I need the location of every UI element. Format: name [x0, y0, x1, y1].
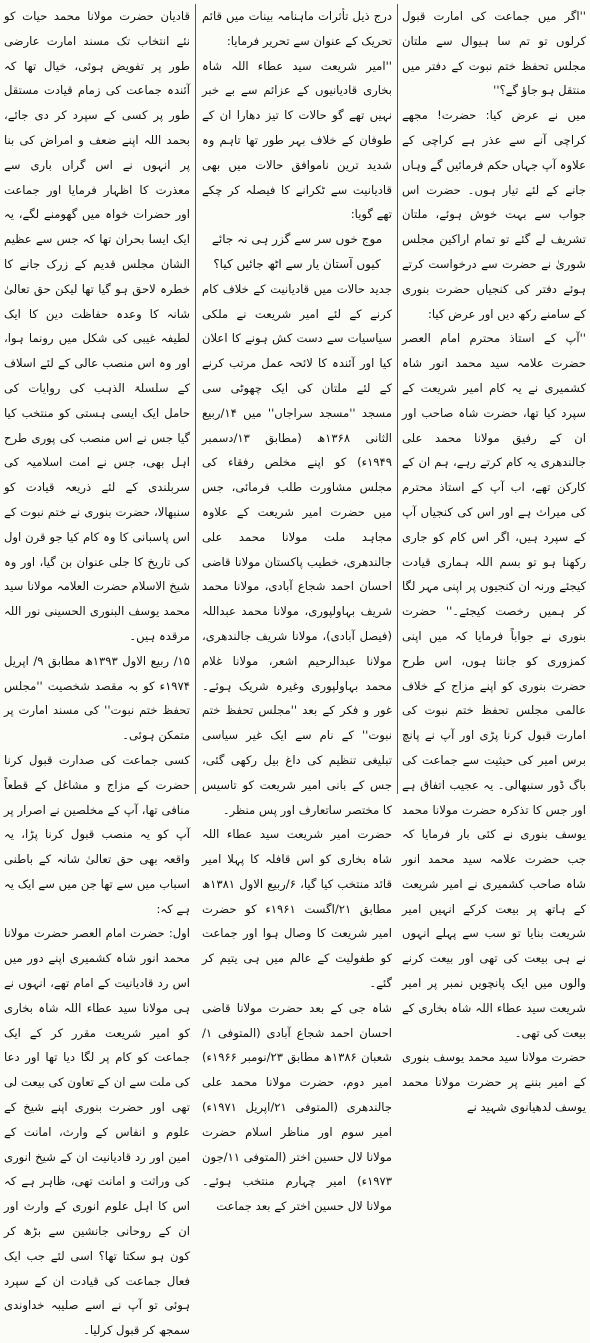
body-paragraph: کسی جماعت کی صدارت قبول کرنا حضرت کے مزاج و مشاغل کے قطعاً منافی تھا، آپ کے مخلصین نے اصرار پر آپ کو یہ منصب قبول کرنا پڑا، یہ واقعہ بھی حق تعالیٰ شانہ کے باطنی اسباب میں سے تھا جن میں سے ایک یہ ہے کہ:	[4, 752, 190, 916]
body-paragraph: جدید حالات میں قادیانیت کے خلاف کام کرنے کے لئے امیر شریعت نے ملکی سیاسیات سے دست کش ہونے کا اعلان کیا اور آئندہ کا لائحہ عمل مرتب کرنے کے لئے ملتان کی ایک چھوٹی سی مسجد ''مسجد سراجاں'' میں ۱۴/ربیع الثانی ۱۳۶۸ھ (مطابق ۱۳/دسمبر ۱۹۴۹ء) کو اپنے مخلص رفقاء کی مجلس مشاورت طلب فرمائی، جس میں حضرت امیر شریعت کے علاوہ مجاہد ملت مولانا محمد علی جالندھری، خطیب پاکستان مولانا قاضی احسان احمد شجاع آبادی، مولانا محمد شریف بہاولپوری، مولانا محمد عبداللہ (فیصل آبادی)، مولانا شریف جالندھری، مولانا عبدالرحیم اشعر، مولانا غلام محمد بہاولپوری وغیرہ شریک ہوئے۔ غور و فکر کے بعد ''مجلس تحفظ ختم نبوت'' کے نام سے ایک غیر سیاسی تبلیغی تنظیم کی داغ بیل رکھی گئی، جس کے بانی امیر شریعت کو تاسیس کا مختصر ساتعارف اور پس منظر۔	[202, 281, 392, 817]
body-paragraph: اول: حضرت امام العصر حضرت مولانا محمد انور شاہ کشمیری اپنے دور میں اس رد قادیانیت کے امام تھے، انہوں نے ہی مولانا سید عطاء اللہ شاہ بخاری کو امیر شریعت مقرر کر کے ایک جماعت کو کام پر لگا دیا تھا اور دعا کی ملت سے ان کے تعاون کی بیعت لی تھی اور حضرت بنوری اپنے شیخ کے علوم و انفاس کے وارث، امانت کے امین اور رد قادیانیت ان کے شیخ انوری کی وراثت و امانت تھی، ظاہر ہے کہ اس کا اہل علوم انوری کے وارث اور ان کے روحانی جانشین سے بڑھ کر کون ہو سکتا تھا؟ اسی لئے جب ایک فعال جماعت کی قیادت ان کے سپرد ہوئی تو آپ نے اسے صلیبہ خداوندی سمجھ کر قبول کرلیا۔	[4, 926, 190, 1338]
body-paragraph: قادیان حضرت مولانا محمد حیات کو نئے انتخاب تک مسند امارت عارضی طور پر تفویض ہوئی، خیال تھا کہ آئندہ جماعت کی زمام قیادت مستقل طور پر کسی کے سپرد کر دی جائے، بحمد اللہ اپنے ضعف و امراض کی بنا پر انہوں نے اس گراں باری سے معذرت کا اظہار فرمایا اور جماعت اور حضرات خواہ میں گھومنے لگے، یہ ایک ایسا بحران تھا کہ جس سے عظیم الشان مجلس قدیم کے زرک جانے کا خطرہ لاحق ہو گیا تھا لیکن حق تعالیٰ شانہ کا وعدہ حفاظت دین کا ایک لطیفہ غیبی کی شکل میں رونما ہوا، اور وہ اس منصب عالی کے لئے اسلاف کے سلسلۃ الذہب کی روایات کی حامل ایک ایسی ہستی کو منتخب کیا گیا جس نے اس منصب کی پوری طرح اہل بھی، جس نے امت اسلامیہ کی سربلندی کے لئے ذریعہ قیادت کو سنبھالا، حضرت بنوری نے ختم نبوت کے اس پاسبانی کا وہ کام کیا جو قرن اول کی تاریخ کا جلی عنوان بن گیا، اور وہ شیخ الاسلام حضرت العلامہ مولانا سید محمد یوسف البنوری الحسینی نور اللہ مرقدہ ہیں۔	[4, 9, 190, 643]
article-column-middle	[202, 4, 392, 1214]
column-divider	[397, 4, 398, 794]
body-paragraph: حضرت امیر شریعت سید عطاء اللہ شاہ بخاری کو اس قافلہ کا پہلا امیر قائد منتخب کیا گیا، ۶/ربیع الاول ۱۳۸۱ھ مطابق ۲۱/اگست ۱۹۶۱ء کو حضرت امیر شریعت کا وصال ہوا اور جماعت کو طفولیت کے عالم میں ہی یتیم کر گئے۔	[202, 827, 392, 991]
quote-paragraph: ''امیر شریعت سید عطاء اللہ شاہ بخاری قادیانیوں کے عزائم سے بے خبر نہیں تھے گو حالات کا تیز دھارا ان کے طوفان کے خلاف بہر طور تھا تاہم وہ شدید ترین ناموافق حالات میں بھی قادیانیت سے ٹکرانے کا فیصلہ کر چکے تھے گویا:	[202, 58, 392, 222]
body-paragraph: حضرت مولانا سید محمد یوسف بنوری کے امیر بننے پر حضرت مولانا محمد یوسف لدھیانوی شہید نے	[402, 1050, 586, 1115]
body-paragraph: میں نے عرض کیا: حضرت! مجھے کراچی آنے سے عذر ہے کراچی کے علاوہ آپ جہاں حکم فرمائیں گے وہاں جانے کے لئے تیار ہوں۔ حضرت اس جواب سے بہت خوش ہوئے، ملتان تشریف لے گئے تو تمام اراکین مجلس شوریٰ نے حضرت سے درخواست کرتے ہوئے دفتر کی کنجیاں حضرت بنوری کے سامنے رکھ دیں اور عرض کیا:	[402, 108, 586, 321]
article-column-left	[4, 4, 190, 1338]
body-paragraph: شاہ جی کے بعد حضرت مولانا قاضی احسان احمد شجاع آبادی (المتوفی ۱/شعبان ۱۳۸۶ھ مطابق ۲۳/نومبر ۱۹۶۶ء) امیر دوم، حضرت مولانا محمد علی جالندھری (المتوفی ۲۱/اپریل ۱۹۷۱ء) امیر سوم اور مناظر اسلام حضرت مولانا لال حسین اختر (المتوفی ۱۱/جون ۱۹۷۳ء) امیر چہارم منتخب ہوئے۔ مولانا لال حسین اختر کے بعد جماعت	[202, 1000, 392, 1214]
quote-paragraph: ''آپ کے استاذ محترم امام العصر حضرت علامہ سید محمد انور شاہ کشمیری نے یہ کام امیر شریعت کے سپرد کیا تھا، حضرت شاہ صاحب اور ان کے رفیق مولانا محمد علی جالندھری یہ کام کرتے رہے، ہم ان کے کارکن تھے، اب آپ کے استاذ محترم کی میراث ہے اور اس کی کنجیاں آپ کے سپرد ہیں، اگر اس کام کو جاری رکھنا ہو تو بسم اللہ ہماری قیادت کیجئے ورنہ ان کنجیوں پر اپنی مہر لگا کر ہمیں رخصت کیجئے۔'' حضرت بنوری نے جواباً فرمایا کہ میں اپنی کمزوری کو جانتا ہوں، اس طرح حضرت بنوری کو اپنے مزاج کے خلاف عالمی مجلس تحفظ ختم نبوت کی امارت قبول کرنا پڑی اور آپ نے پانچ برس امیر کی حیثیت سے جماعت کی باگ ڈور سنبھالی۔ یہ عجیب اتفاق ہے اور جس کا تذکرہ حضرت مولانا محمد یوسف بنوری نے کئی بار فرمایا کہ جب حضرت علامہ سید محمد انور شاہ صاحب کشمیری نے امیر شریعت کے ہاتھ پر بیعت کرکے انہیں امیر شریعت بنایا تو سب سے پہلے انہوں نے ہی بیعت کی تھی اور بیعت کرنے والوں میں ایک پانچویں نمبر پر امیر شریعت سید عطاء اللہ شاہ بخاری کے بیعت کی تھی۔	[402, 331, 586, 1040]
body-paragraph: ۱۵/ ربیع الاول ۱۳۹۳ھ مطابق ۹/ اپریل ۱۹۷۴ء کو بہ مقصد شخصیت ''مجلس تحفظ ختم نبوت'' کی مسند امارت پر متمکن ہوئی۔	[4, 653, 190, 743]
quote-paragraph: ''اگر میں جماعت کی امارت قبول کرلوں تو تم سا ہیوال سے ملتان مجلس تحفظ ختم نبوت کے دفتر میں منتقل ہو جاؤ گے؟''	[402, 9, 586, 98]
body-paragraph: درج ذیل تأثرات ماہنامہ بینات میں قائم تحریک کے عنوان سے تحریر فرمایا:	[202, 9, 392, 48]
article-column-right	[402, 4, 586, 1115]
verse-couplet: موج خوں سر سے گزر ہی نہ جائے کیوں آستان یار سے اٹھ جائیں کیا؟	[211, 232, 383, 271]
column-divider	[195, 4, 196, 794]
